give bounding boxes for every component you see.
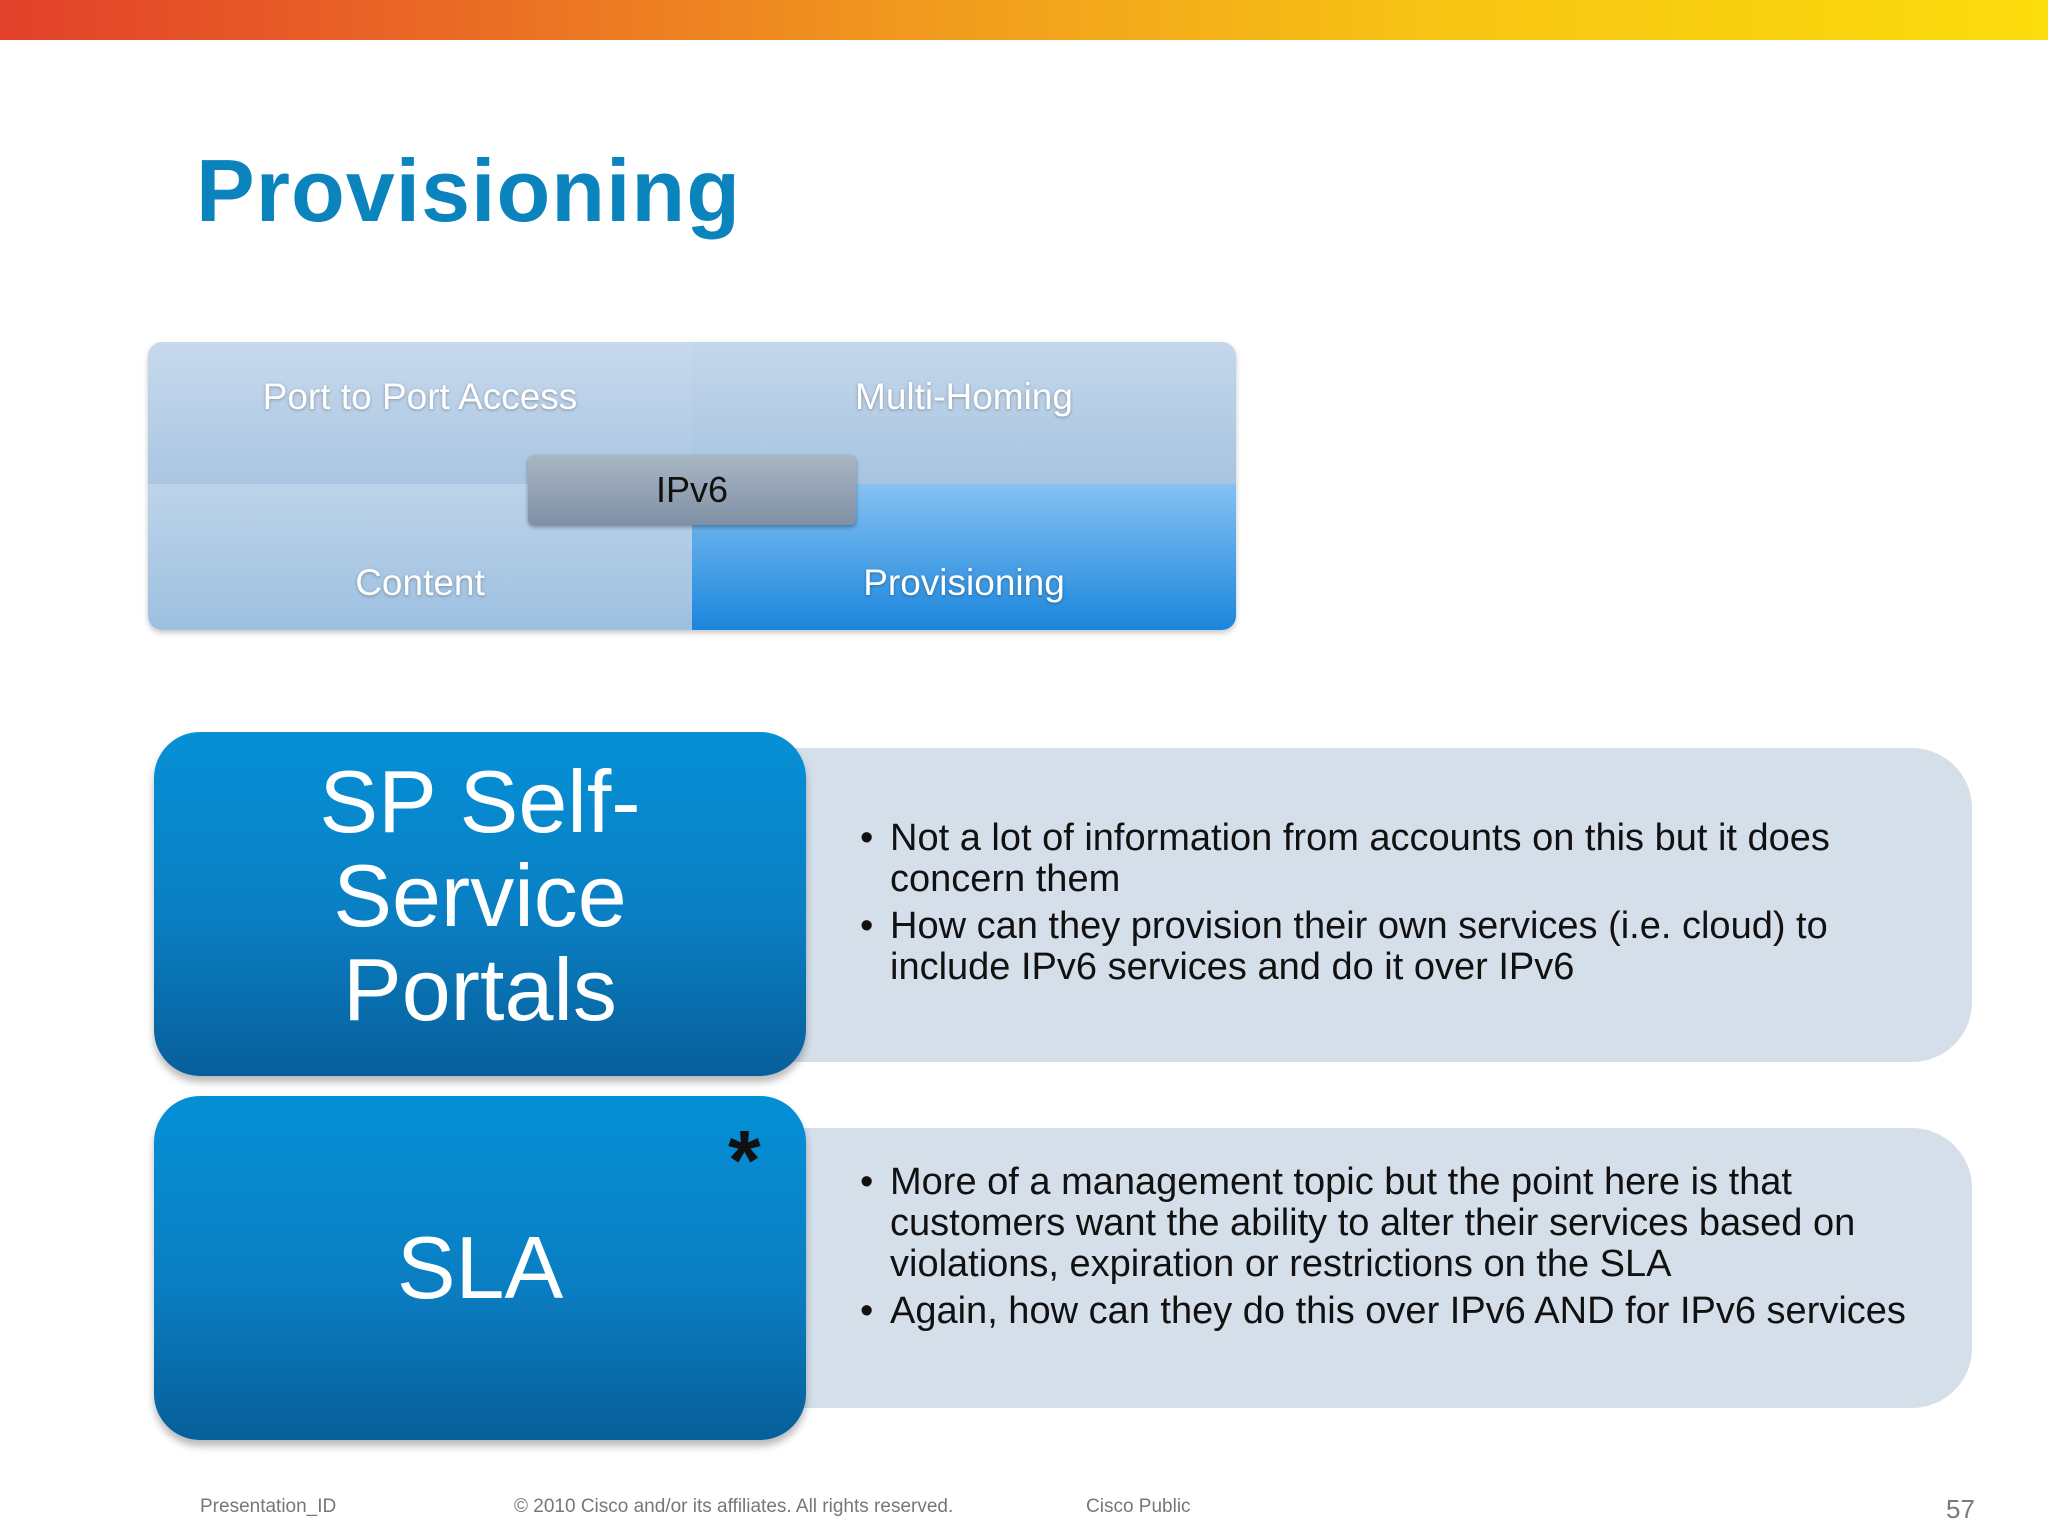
bullet-list-portals	[860, 818, 1940, 994]
nav-label: Port to Port Access	[262, 376, 578, 417]
bullet-item: • More of a management topic but the point here is that customers want the ability to alter their services based on violations, expiration or restrictions on the SLA	[860, 1162, 1940, 1285]
nav-label: Provisioning	[863, 562, 1065, 603]
top-gradient-bar	[0, 0, 2048, 40]
footer-copyright: © 2010 Cisco and/or its affiliates. All rights reserved.	[514, 1496, 954, 1517]
footer-presentation-id: Presentation_ID	[200, 1496, 337, 1517]
heading-text: SLA	[396, 1218, 564, 1317]
nav-center-label: IPv6	[655, 469, 729, 510]
heading-box-portals	[154, 732, 806, 1076]
nav-label: Content	[355, 562, 485, 603]
nav-ipv6-center[interactable]	[528, 455, 856, 525]
bullet-item: • Not a lot of information from accounts on this but it does concern them	[860, 818, 1940, 900]
slide-title: Provisioning	[196, 141, 741, 240]
heading-box-sla	[154, 1096, 806, 1440]
asterisk-marker: *	[728, 1113, 761, 1207]
bullet-item: • How can they provision their own services (i.e. cloud) to include IPv6 services and do it over IPv6	[860, 906, 1940, 988]
page-number: 57	[1946, 1494, 1975, 1524]
heading-text: SP Self-Service Portals	[319, 752, 641, 1039]
bullet-list-sla	[860, 1162, 1940, 1338]
footer-classification: Cisco Public	[1086, 1496, 1191, 1517]
bullet-item: • Again, how can they do this over IPv6 AND for IPv6 services	[860, 1291, 1940, 1332]
nav-label: Multi-Homing	[855, 376, 1073, 417]
